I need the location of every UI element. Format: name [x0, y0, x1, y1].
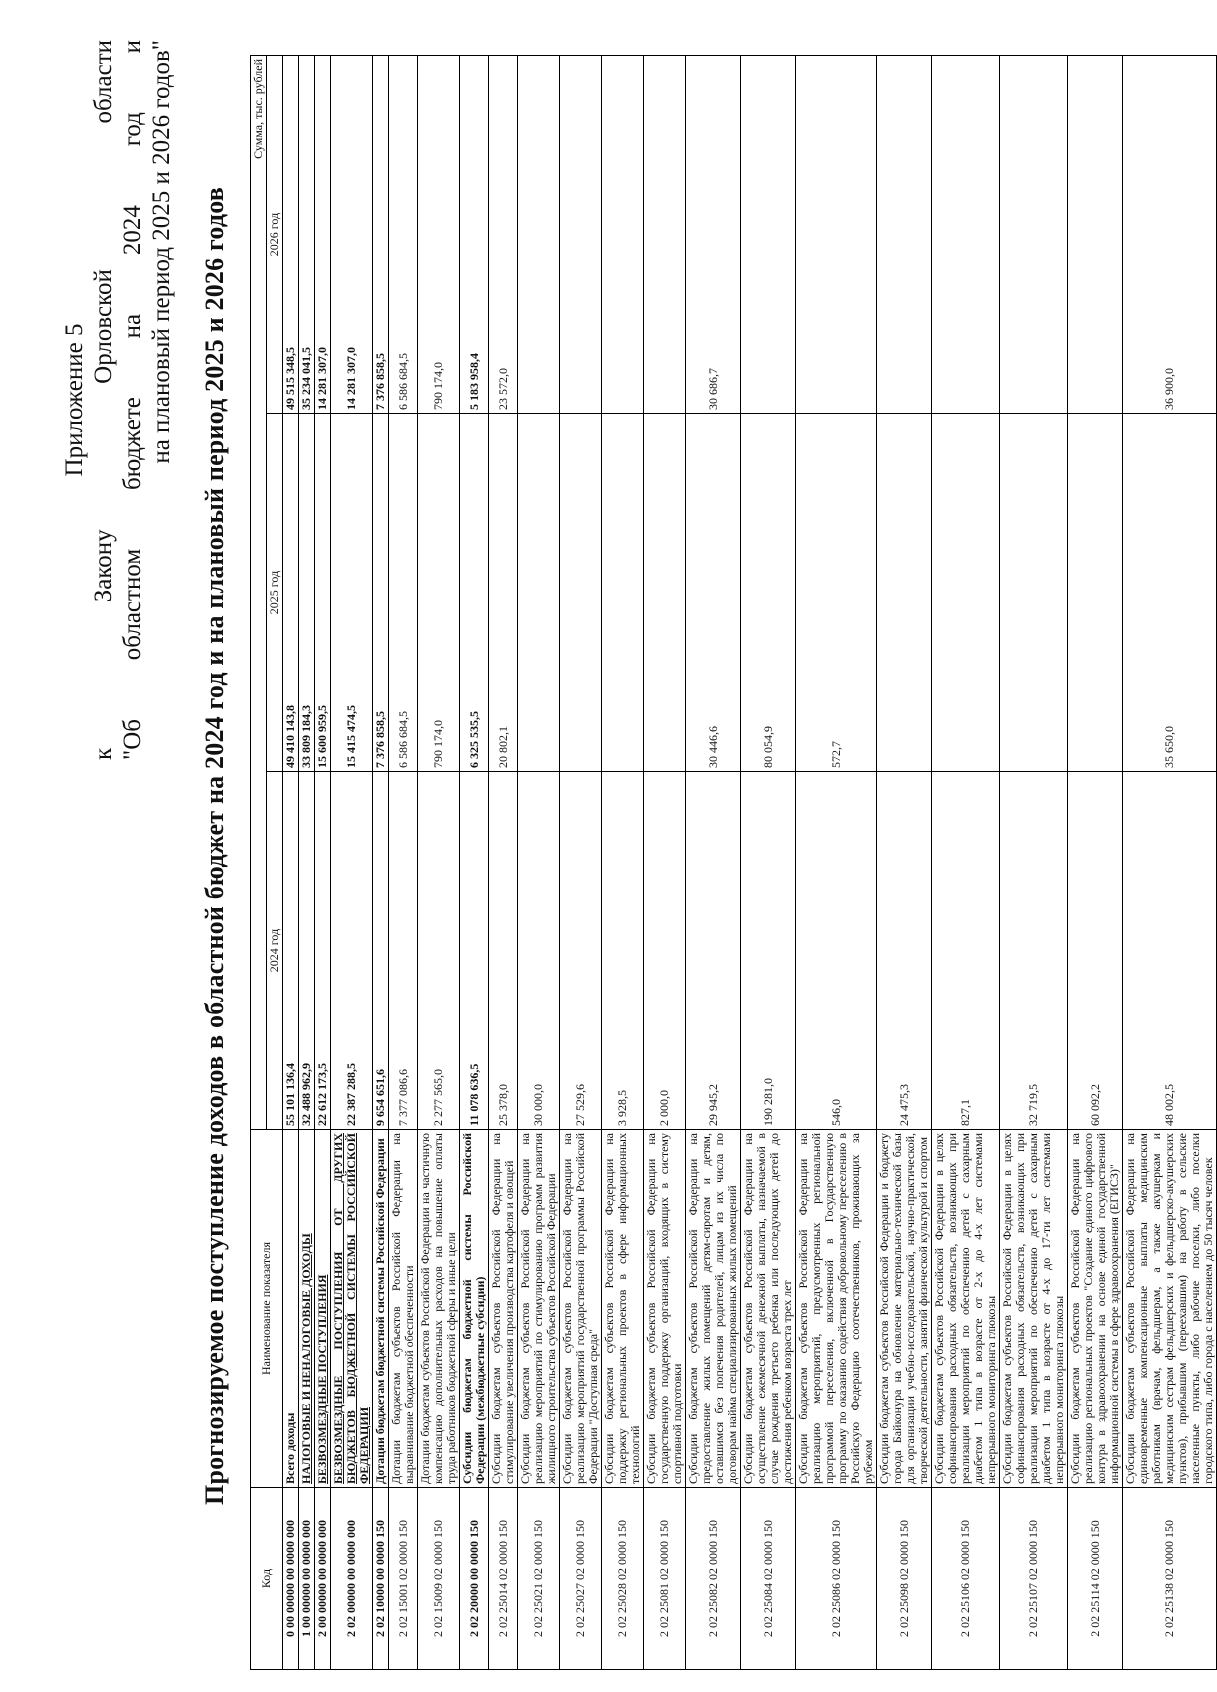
header-code: Код — [251, 1488, 283, 1670]
row-name: Субсидии бюджетам субъектов Российской Федерации на реализацию региональных проектов "Создание единого цифрового контура в здравоохранении на основе единой государственной информационной системы в сфере здравоохранения (ЕГИСЗ)" — [1068, 1130, 1123, 1488]
row-value-2026 — [560, 56, 602, 414]
row-code: 0 00 00000 00 0000 000 — [283, 1488, 299, 1670]
table-row — [1123, 56, 1217, 1670]
table-row — [283, 56, 299, 1670]
row-value-2026: 36 900,0 — [1123, 56, 1217, 414]
row-code: 2 02 10000 00 0000 150 — [373, 1488, 389, 1670]
row-value-2025: 790 174,0 — [418, 414, 460, 772]
row-name: Субсидии бюджетам субъектов Российской Федерации на реализацию мероприятий по стимулированию программ развития жилищного строительства субъектов Российской Федерации — [518, 1130, 560, 1488]
row-value-2026: 49 515 348,5 — [283, 56, 299, 414]
table-row — [932, 56, 1000, 1670]
table-row — [460, 56, 489, 1670]
row-name: НАЛОГОВЫЕ И НЕНАЛОГОВЫЕ ДОХОДЫ — [299, 1130, 315, 1488]
row-value-2024: 25 378,0 — [489, 772, 518, 1130]
row-value-2024: 2 000,0 — [644, 772, 686, 1130]
row-code: 1 00 00000 00 0000 000 — [299, 1488, 315, 1670]
row-code: 2 02 00000 00 0000 000 — [331, 1488, 373, 1670]
row-code: 2 02 25082 02 0000 150 — [686, 1488, 741, 1670]
row-value-2025 — [877, 414, 932, 772]
appendix-header — [60, 40, 176, 760]
table-row — [299, 56, 315, 1670]
row-value-2026 — [1068, 56, 1123, 414]
row-value-2025 — [644, 414, 686, 772]
row-value-2026: 7 376 858,5 — [373, 56, 389, 414]
row-value-2026 — [877, 56, 932, 414]
row-value-2026: 35 234 041,5 — [299, 56, 315, 414]
header-year-2026: 2026 год — [267, 56, 283, 414]
header-year-2024: 2024 год — [267, 772, 283, 1130]
row-name: Всего доходы — [283, 1130, 299, 1488]
row-code: 2 02 25027 02 0000 150 — [560, 1488, 602, 1670]
row-value-2026 — [796, 56, 877, 414]
header-sum: Сумма, тыс. рублей — [251, 56, 267, 1130]
row-value-2026: 14 281 307,0 — [331, 56, 373, 414]
row-code: 2 02 15009 02 0000 150 — [418, 1488, 460, 1670]
row-name: Дотации бюджетам субъектов Российской Федерации на частичную компенсацию дополнительных расходов на повышение оплаты труда работников бюджетной сферы и иные цели — [418, 1130, 460, 1488]
row-value-2025: 80 054,9 — [741, 414, 796, 772]
row-code: 2 02 25028 02 0000 150 — [602, 1488, 644, 1670]
row-value-2026 — [932, 56, 1000, 414]
row-code: 2 02 25021 02 0000 150 — [518, 1488, 560, 1670]
row-value-2025: 6 586 684,5 — [389, 414, 418, 772]
row-value-2026: 5 183 958,4 — [460, 56, 489, 414]
row-value-2026 — [741, 56, 796, 414]
row-name: Субсидии бюджетам субъектов Российской Федерации и бюджету города Байконура на обновление материально-технической базы для организации учебно-исследовательской, научно-практической, творческой деятельности, занятий физической культурой и спортом — [877, 1130, 932, 1488]
row-code: 2 02 25081 02 0000 150 — [644, 1488, 686, 1670]
row-code: 2 02 25084 02 0000 150 — [741, 1488, 796, 1670]
row-value-2025 — [518, 414, 560, 772]
row-name: Дотации бюджетам субъектов Российской Федерации на выравнивание бюджетной обеспеченности — [389, 1130, 418, 1488]
table-row — [741, 56, 796, 1670]
row-value-2024: 2 277 565,0 — [418, 772, 460, 1130]
table-row — [389, 56, 418, 1670]
row-code: 2 02 20000 00 0000 150 — [460, 1488, 489, 1670]
row-value-2024: 32 488 962,9 — [299, 772, 315, 1130]
table-row — [489, 56, 518, 1670]
row-name: Субсидии бюджетам бюджетной системы Российской Федерации (межбюджетные субсидии) — [460, 1130, 489, 1488]
row-code: 2 02 25086 02 0000 150 — [796, 1488, 877, 1670]
row-value-2025: 15 600 959,5 — [315, 414, 331, 772]
law-title-line-2: на плановый период 2025 и 2026 годов" — [148, 40, 175, 464]
table-row — [418, 56, 460, 1670]
row-value-2024: 22 612 173,5 — [315, 772, 331, 1130]
row-value-2025: 33 809 184,3 — [299, 414, 315, 772]
row-value-2024: 546,0 — [796, 772, 877, 1130]
table-row — [315, 56, 331, 1670]
row-value-2026: 790 174,0 — [418, 56, 460, 414]
table-row — [686, 56, 741, 1670]
row-value-2024: 7 377 086,6 — [389, 772, 418, 1130]
row-value-2025 — [1068, 414, 1123, 772]
table-row — [331, 56, 373, 1670]
row-value-2024: 27 529,6 — [560, 772, 602, 1130]
row-value-2024: 60 092,2 — [1068, 772, 1123, 1130]
row-name: Субсидии бюджетам субъектов Российской Федерации на государственную поддержку организаций, входящих в систему спортивной подготовки — [644, 1130, 686, 1488]
table-row — [560, 56, 602, 1670]
row-value-2024: 32 719,5 — [1000, 772, 1068, 1130]
appendix-number: Приложение 5 — [61, 323, 88, 477]
row-value-2025 — [932, 414, 1000, 772]
document-title: Прогнозируемое поступление доходов в областной бюджет на 2024 год и на плановый период 2025 и 2026 годов — [200, 187, 229, 1505]
row-value-2025: 572,7 — [796, 414, 877, 772]
row-name: Субсидии бюджетам субъектов Российской Федерации в целях софинансирования расходных обязательств, возникающих при реализации мероприятий по обеспечению детей с сахарным диабетом 1 типа в возрасте от 2-х до 4-х лет системами непрерывного мониторинга глюкозы — [932, 1130, 1000, 1488]
table-row — [1000, 56, 1068, 1670]
row-code: 2 02 25107 02 0000 150 — [1000, 1488, 1068, 1670]
table-row — [373, 56, 389, 1670]
row-value-2024: 30 000,0 — [518, 772, 560, 1130]
row-name: Субсидии бюджетам субъектов Российской Федерации на реализацию мероприятий, предусмотренных региональной программой переселения, включенной в Государственную программу по оказанию содействия добровольному переселению в Российскую Федерацию соотечественников, проживающих за рубежом — [796, 1130, 877, 1488]
row-code: 2 02 25014 02 0000 150 — [489, 1488, 518, 1670]
appendix-law-line: к Закону Орловской области — [90, 39, 117, 760]
row-name: Дотации бюджетам бюджетной системы Российской Федерации — [373, 1130, 389, 1488]
row-code: 2 02 25114 02 0000 150 — [1068, 1488, 1123, 1670]
row-value-2025: 6 325 535,5 — [460, 414, 489, 772]
row-value-2024: 22 387 288,5 — [331, 772, 373, 1130]
row-value-2024: 190 281,0 — [741, 772, 796, 1130]
row-name: Субсидии бюджетам субъектов Российской Федерации на осуществление ежемесячной денежной выплаты, назначаемой в случае рождения третьего ребенка или последующих детей до достижения ребенком возраста трех лет — [741, 1130, 796, 1488]
row-code: 2 02 25106 02 0000 150 — [932, 1488, 1000, 1670]
row-value-2026 — [644, 56, 686, 414]
row-value-2024: 29 945,2 — [686, 772, 741, 1130]
table-row — [644, 56, 686, 1670]
row-code: 2 00 00000 00 0000 000 — [315, 1488, 331, 1670]
row-value-2026: 30 686,7 — [686, 56, 741, 414]
row-value-2024: 827,1 — [932, 772, 1000, 1130]
row-value-2026: 23 572,0 — [489, 56, 518, 414]
row-value-2025 — [560, 414, 602, 772]
row-value-2024: 55 101 136,4 — [283, 772, 299, 1130]
row-name: Субсидии бюджетам субъектов Российской Федерации на единовременные компенсационные выплаты медицинским работникам (врачам, фельдшерам, а также акушеркам и медицинским сестрам фельдшерских и фельдшерско-акушерских пунктов), прибывшим (переехавшим) на работу в сельские населенные пункты, либо рабочие поселки, либо поселки городского типа, либо города с населением до 50 тысяч человек — [1123, 1130, 1217, 1488]
table-row — [796, 56, 877, 1670]
row-value-2026 — [602, 56, 644, 414]
row-name: БЕЗВОЗМЕЗДНЫЕ ПОСТУПЛЕНИЯ ОТ ДРУГИХ БЮДЖЕТОВ БЮДЖЕТНОЙ СИСТЕМЫ РОССИЙСКОЙ ФЕДЕРАЦИИ — [331, 1130, 373, 1488]
row-name: Субсидии бюджетам субъектов Российской Федерации на предоставление жилых помещений детям-сиротам и детям, оставшимся без попечения родителей, лицам из их числа по договорам найма специализированных жилых помещений — [686, 1130, 741, 1488]
row-value-2025 — [602, 414, 644, 772]
table-row — [1068, 56, 1123, 1670]
row-value-2024: 11 078 636,5 — [460, 772, 489, 1130]
row-value-2025: 7 376 858,5 — [373, 414, 389, 772]
row-value-2025: 20 802,1 — [489, 414, 518, 772]
row-value-2026: 14 281 307,0 — [315, 56, 331, 414]
row-value-2024: 3 928,5 — [602, 772, 644, 1130]
row-value-2026 — [1000, 56, 1068, 414]
row-value-2026: 6 586 684,5 — [389, 56, 418, 414]
row-name: БЕЗВОЗМЕЗДНЫЕ ПОСТУПЛЕНИЯ — [315, 1130, 331, 1488]
row-code: 2 02 25098 02 0000 150 — [877, 1488, 932, 1670]
row-value-2025: 15 415 474,5 — [331, 414, 373, 772]
row-name: Субсидии бюджетам субъектов Российской Федерации в целях софинансирования расходных обязательств, возникающих при реализации мероприятий по обеспечению детей с сахарным диабетом 1 типа в возрасте от 4-х до 17-ти лет системами непрерывного мониторинга глюкозы — [1000, 1130, 1068, 1488]
table-row — [518, 56, 560, 1670]
row-name: Субсидии бюджетам субъектов Российской Федерации на поддержку региональных проектов в сфере информационных технологий — [602, 1130, 644, 1488]
row-value-2025 — [1000, 414, 1068, 772]
row-value-2024: 9 654 651,6 — [373, 772, 389, 1130]
row-value-2026 — [518, 56, 560, 414]
table-row — [877, 56, 932, 1670]
row-code: 2 02 15001 02 0000 150 — [389, 1488, 418, 1670]
header-name: Наименование показателя — [251, 1130, 283, 1488]
row-value-2025: 35 650,0 — [1123, 414, 1217, 772]
row-name: Субсидии бюджетам субъектов Российской Федерации на реализацию мероприятий государственной программы Российской Федерации "Доступная среда" — [560, 1130, 602, 1488]
table-row — [602, 56, 644, 1670]
revenue-table — [250, 55, 1217, 1670]
row-name: Субсидии бюджетам субъектов Российской Федерации на стимулирование увеличения производства картофеля и овощей — [489, 1130, 518, 1488]
row-value-2024: 48 002,5 — [1123, 772, 1217, 1130]
header-year-2025: 2025 год — [267, 414, 283, 772]
row-value-2025: 49 410 143,8 — [283, 414, 299, 772]
row-value-2024: 24 475,3 — [877, 772, 932, 1130]
law-title-line-1: "Об областном бюджете на 2024 год и — [119, 40, 146, 760]
row-code: 2 02 25138 02 0000 150 — [1123, 1488, 1217, 1670]
row-value-2025: 30 446,6 — [686, 414, 741, 772]
